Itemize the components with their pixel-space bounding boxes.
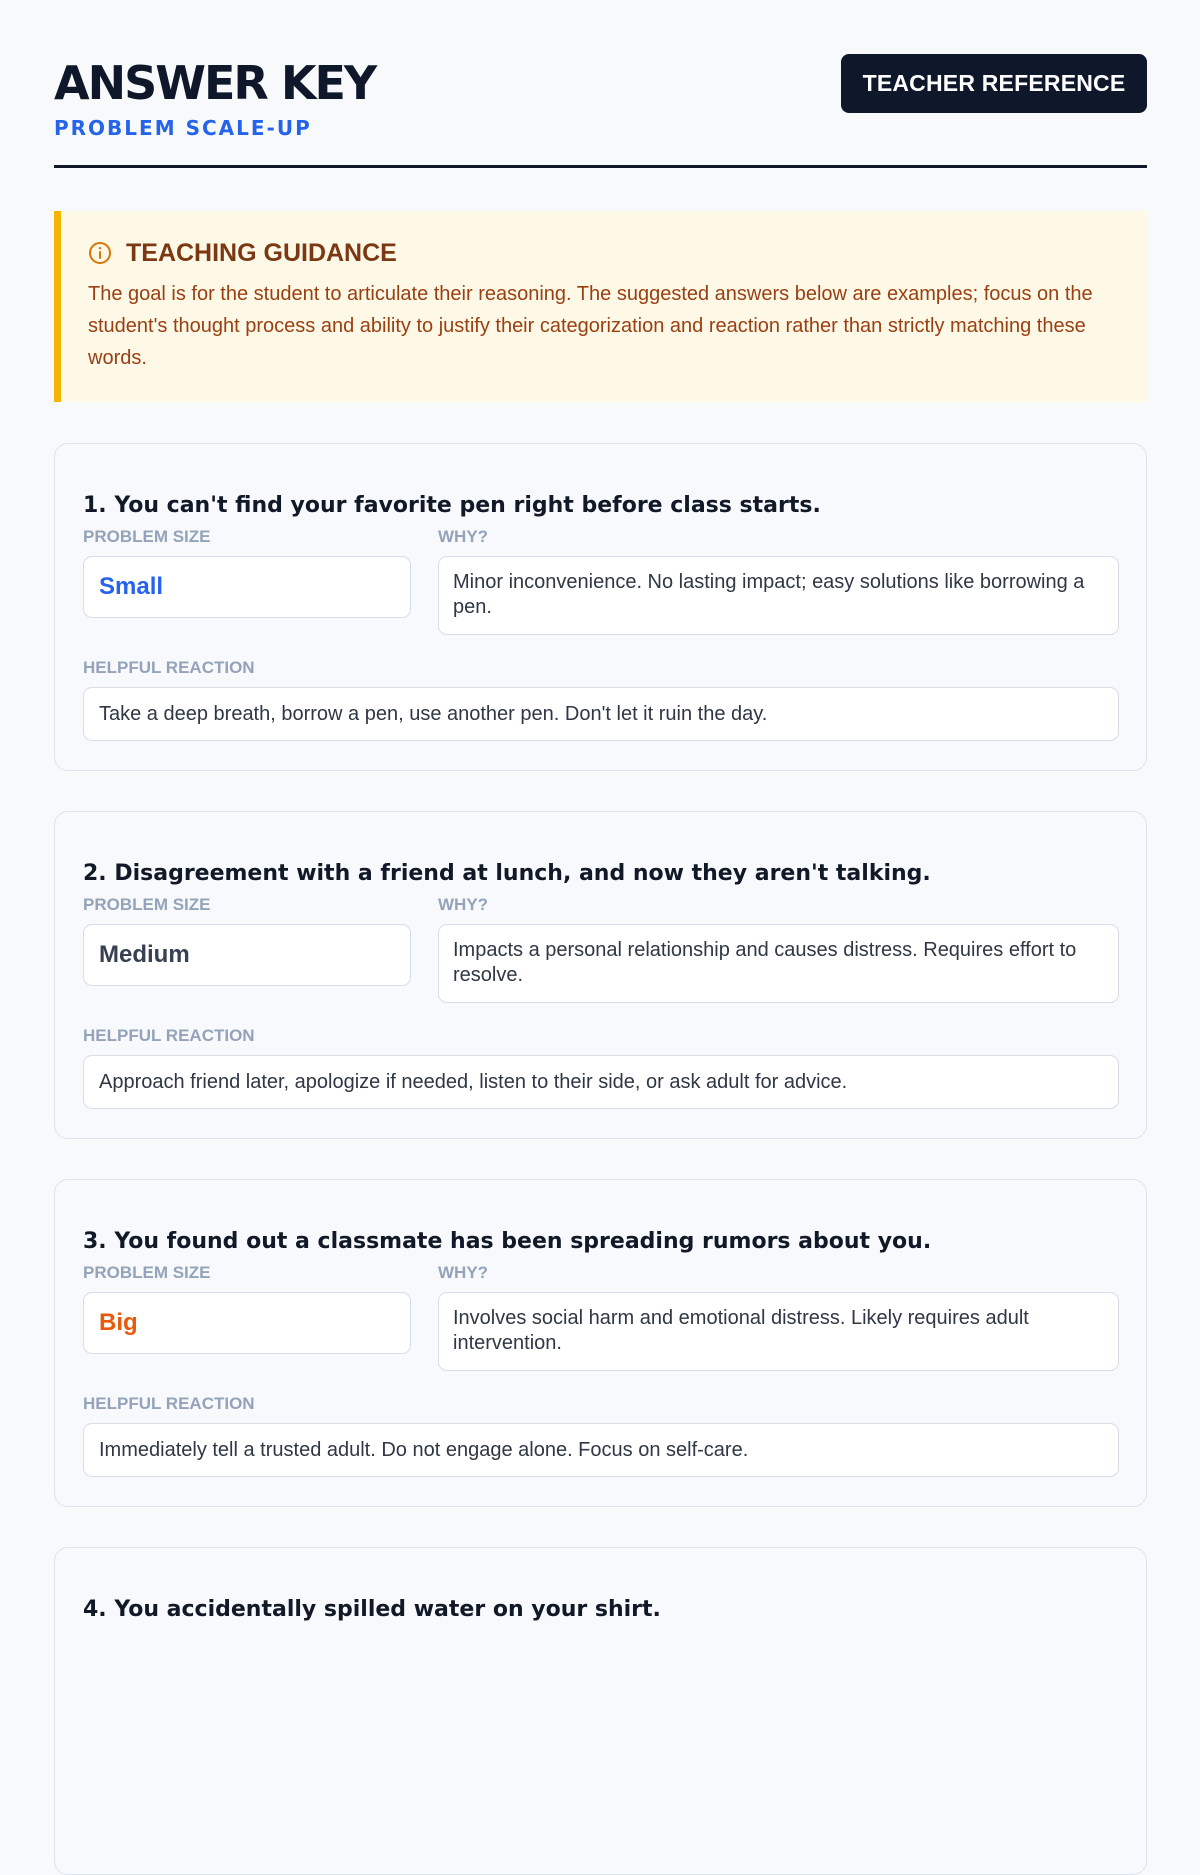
problem-size-value: Big [83,1292,411,1354]
why-label: WHY? [438,527,489,546]
helpful-reaction-answer: Take a deep breath, borrow a pen, use another pen. Don't let it ruin the day. [83,687,1119,741]
why-answer: Minor inconvenience. No lasting impact; easy solutions like borrowing a pen. [438,556,1119,635]
problem-size-value: Small [83,556,411,618]
problem-size-label: PROBLEM SIZE [83,895,211,914]
scenario-title: 4. You accidentally spilled water on your shirt. [83,1597,661,1623]
teacher-reference-badge: TEACHER REFERENCE [841,54,1147,113]
page-title: ANSWER KEY [54,56,376,110]
scenario-title: 3. You found out a classmate has been spreading rumors about you. [83,1229,932,1255]
scenario-card [54,811,1147,1139]
why-label: WHY? [438,1263,489,1282]
scenario-card [54,1547,1147,1875]
guidance-header [88,238,1111,268]
guidance-text: The goal is for the student to articulate their reasoning. The suggested answers below are examples; focus on the student's thought process and ability to justify their categorization and reaction rather than strictly matching these words. [88,283,1093,369]
scenario-title: 1. You can't find your favorite pen right before class starts. [83,493,821,519]
info-icon [88,241,112,265]
scenario-card [54,443,1147,771]
why-answer: Involves social harm and emotional distress. Likely requires adult intervention. [438,1292,1119,1371]
problem-size-label: PROBLEM SIZE [83,527,211,546]
teaching-guidance-callout [54,211,1147,402]
page-header [54,54,1147,168]
page-subtitle: PROBLEM SCALE-UP [54,116,312,140]
helpful-reaction-answer: Immediately tell a trusted adult. Do not engage alone. Focus on self-care. [83,1423,1119,1477]
helpful-reaction-label: HELPFUL REACTION [83,1394,255,1413]
scenario-card [54,1179,1147,1507]
guidance-title: TEACHING GUIDANCE [126,239,397,267]
helpful-reaction-label: HELPFUL REACTION [83,658,255,677]
why-label: WHY? [438,895,489,914]
helpful-reaction-answer: Approach friend later, apologize if needed, listen to their side, or ask adult for advice. [83,1055,1119,1109]
problem-size-value: Medium [83,924,411,986]
problem-size-label: PROBLEM SIZE [83,1263,211,1282]
helpful-reaction-label: HELPFUL REACTION [83,1026,255,1045]
why-answer: Impacts a personal relationship and causes distress. Requires effort to resolve. [438,924,1119,1003]
scenario-title: 2. Disagreement with a friend at lunch, and now they aren't talking. [83,861,931,887]
